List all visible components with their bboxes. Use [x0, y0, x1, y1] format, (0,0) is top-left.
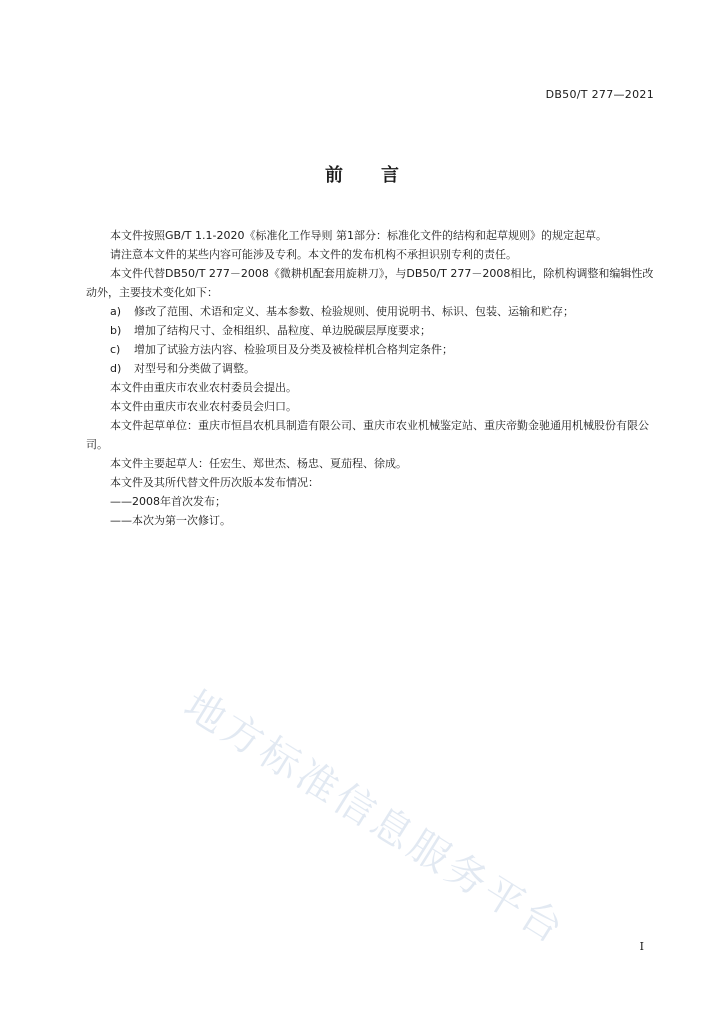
- list-item: [86, 302, 656, 321]
- list-marker: c): [110, 343, 121, 356]
- page-number: I: [639, 940, 644, 953]
- list-item: [86, 321, 656, 340]
- list-text: 增加了结构尺寸、金相组织、晶粒度、单边脱碳层厚度要求；: [134, 324, 431, 337]
- document-code: DB50/T 277—2021: [545, 88, 654, 101]
- paragraph: 本文件代替DB50/T 277－2008《微耕机配套用旋耕刀》，与DB50/T 277－2008相比，除机构调整和编辑性改动外，主要技术变化如下：: [86, 267, 654, 299]
- list-item: [86, 359, 656, 378]
- history-item: ——2008年首次发布；: [110, 495, 226, 508]
- list-text: 增加了试验方法内容、检验项目及分类及被检样机合格判定条件；: [134, 343, 453, 356]
- list-text: 对型号和分类做了调整。: [134, 362, 255, 375]
- paragraph: 本文件按照GB/T 1.1-2020《标准化工作导则 第1部分：标准化文件的结构和起草规则》的规定起草。: [110, 229, 607, 242]
- list-marker: b): [110, 324, 122, 337]
- foreword-body: [86, 226, 656, 530]
- list-item: [86, 340, 656, 359]
- paragraph: 本文件主要起草人：任宏生、郑世杰、杨忠、夏茄程、徐成。: [110, 457, 407, 470]
- page-title: 前言: [325, 165, 437, 186]
- paragraph: 本文件由重庆市农业农村委员会归口。: [110, 400, 297, 413]
- list-marker: a): [110, 305, 122, 318]
- watermark: 地方标准信息服务平台: [175, 681, 574, 955]
- list-marker: d): [110, 362, 122, 375]
- history-item: ——本次为第一次修订。: [110, 514, 231, 527]
- paragraph: 本文件起草单位：重庆市恒昌农机具制造有限公司、重庆市农业机械鉴定站、重庆帝勤金驰通用机械股份有限公司。: [86, 419, 649, 451]
- paragraph: 本文件及其所代替文件历次版本发布情况：: [110, 476, 319, 489]
- paragraph: 本文件由重庆市农业农村委员会提出。: [110, 381, 297, 394]
- list-text: 修改了范围、术语和定义、基本参数、检验规则、使用说明书、标识、包装、运输和贮存；: [134, 305, 574, 318]
- paragraph: 请注意本文件的某些内容可能涉及专利。本文件的发布机构不承担识别专利的责任。: [110, 248, 517, 261]
